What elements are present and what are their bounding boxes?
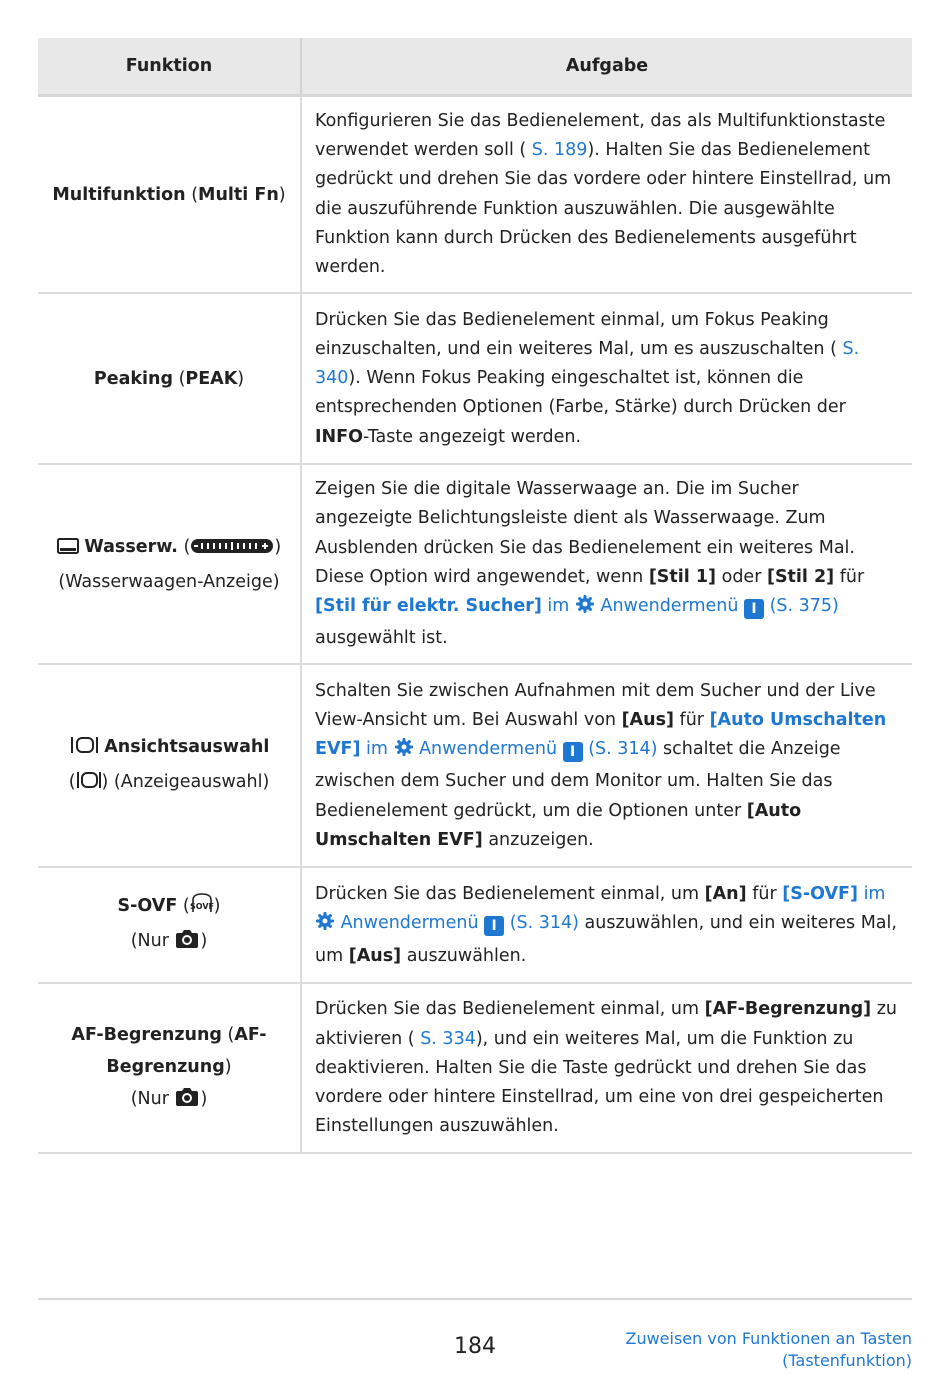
page-number: 184	[454, 1334, 496, 1359]
link-text: Anwendermenü	[413, 739, 563, 760]
table-header-row	[38, 38, 912, 96]
table-row	[38, 983, 912, 1153]
task-cell	[301, 464, 912, 664]
page-ref-text: (S. 375)	[764, 596, 839, 617]
task-text: ). Halten Sie das Bedienelement gedrückt und drehen Sie das vordere oder hintere Einstellrad, um die auszuführende Funktion auszuwählen. Die ausgewählte Funktion kann durch Drücken des Bedienelements ausgeführt werden.	[315, 140, 892, 278]
function-name: Peaking	[93, 368, 174, 389]
link-text: Anwendermenü	[594, 596, 745, 617]
menu-tab-badge: I	[563, 742, 583, 762]
function-name: Wasserw.	[84, 536, 178, 557]
option-label: [An]	[704, 884, 747, 905]
chapter-link[interactable]	[625, 1328, 912, 1372]
page-ref-link[interactable]: S. 340	[315, 338, 860, 389]
function-table	[38, 38, 912, 1154]
task-text: Konfigurieren Sie das Bedienelement, das als Multifunktionstaste verwendet werden soll (	[315, 111, 886, 161]
task-text: schaltet die Anzeige zwischen dem Sucher und dem Monitor um. Halten Sie das Bedienelement gedrückt, um die Optionen unter	[315, 739, 841, 821]
paren-text: (	[221, 1024, 235, 1045]
menu-path-link[interactable]	[315, 596, 839, 616]
task-text: anzuzeigen.	[482, 829, 594, 850]
sovf-icon	[190, 892, 214, 925]
function-subtitle: ) (Anzeigeauswahl)	[101, 771, 270, 792]
task-text: ). Wenn Fokus Peaking eingeschaltet ist, können die entsprechenden Optionen (Farbe, Stärke) durch Drücken der	[315, 368, 846, 418]
paren-text: )	[213, 896, 221, 917]
table-row	[38, 664, 912, 867]
task-text: für	[834, 566, 865, 587]
link-text: Anwendermenü	[335, 913, 485, 934]
task-text: oder	[716, 566, 767, 587]
function-cell	[38, 464, 301, 664]
task-text: ausgewählt ist.	[315, 628, 448, 649]
function-name: Ansichtsauswahl	[104, 736, 270, 757]
task-cell	[301, 293, 912, 464]
gear-icon	[394, 737, 414, 767]
paren-text: )	[200, 931, 208, 952]
paren-text: )	[224, 1056, 232, 1077]
task-text: für	[746, 884, 783, 905]
function-short: Multi Fn	[198, 184, 279, 205]
function-cell	[38, 96, 301, 294]
table-row	[38, 96, 912, 294]
task-cell	[301, 664, 912, 867]
task-text: zu aktivieren (	[315, 999, 898, 1049]
link-text: im	[360, 739, 394, 760]
link-text: im	[541, 596, 575, 617]
task-text: -Taste angezeigt werden.	[363, 426, 582, 447]
page-ref-link[interactable]: S. 189	[526, 140, 588, 161]
info-button-label: INFO	[315, 426, 363, 447]
table-row	[38, 293, 912, 464]
task-text: Schalten Sie zwischen Aufnahmen mit dem Sucher und der Live View-Ansicht um. Bei Auswahl von	[315, 680, 876, 731]
column-header-funktion: Funktion	[38, 38, 301, 96]
lv-switch-small-icon	[76, 769, 102, 801]
menu-tab-badge: I	[744, 599, 764, 619]
camera-icon	[174, 928, 200, 960]
menu-item-label: [S-OVF]	[782, 884, 858, 905]
function-short: AF-Begrenzung	[106, 1024, 267, 1077]
task-text: auszuwählen.	[401, 945, 527, 966]
option-label: [Stil 1]	[648, 566, 717, 587]
level-gauge-icon	[190, 534, 274, 566]
function-cell	[38, 293, 301, 464]
chapter-subtitle: (Tastenfunktion)	[782, 1351, 912, 1370]
level-display-icon	[57, 534, 79, 566]
gear-icon	[575, 594, 595, 624]
gear-icon	[315, 911, 335, 941]
lv-switch-icon	[69, 734, 99, 766]
task-text: für	[673, 710, 710, 731]
task-cell	[301, 96, 912, 294]
only-mode-text: (Nur	[130, 1088, 175, 1109]
option-label: [Auto Umschalten EVF]	[315, 800, 802, 850]
task-text: auszuwählen, und ein weiteres Mal, um	[315, 913, 897, 966]
function-subtitle: (Wasserwaagen-Anzeige)	[58, 571, 280, 592]
paren-text: (	[185, 184, 199, 205]
function-name: S-OVF	[117, 896, 178, 917]
option-label: [Aus]	[348, 945, 402, 966]
table-row	[38, 867, 912, 983]
page-ref-text: (S. 314)	[504, 913, 579, 934]
task-text: Zeigen Sie die digitale Wasserwaage an. Die im Sucher angezeigte Belichtungsleiste dient als Wasserwaage. Zum Ausblenden drücken Sie das Bedienelement ein weiteres Mal. Diese Option wird angewendet, wenn	[315, 479, 855, 587]
option-label: [Stil 2]	[766, 566, 835, 587]
task-text: Drücken Sie das Bedienelement einmal, um	[315, 884, 705, 905]
function-name: Multifunktion	[52, 184, 186, 205]
page-ref-text: (S. 314)	[582, 739, 658, 760]
page-ref-link[interactable]: S. 334	[414, 1028, 476, 1049]
chapter-title: Zuweisen von Funktionen an Tasten	[625, 1329, 912, 1348]
svg-text:SOVF: SOVF	[189, 902, 214, 912]
function-cell	[38, 867, 301, 983]
option-label: [AF-Begrenzung]	[704, 999, 872, 1020]
footer-divider	[38, 1298, 912, 1300]
paren-text: (	[177, 536, 191, 557]
function-name: AF-Begrenzung	[71, 1024, 222, 1045]
paren-text: (	[177, 896, 190, 917]
paren-text: (	[173, 368, 186, 389]
menu-tab-badge: I	[484, 916, 504, 936]
function-cell	[38, 983, 301, 1153]
option-label: [Aus]	[621, 710, 674, 731]
task-text: Drücken Sie das Bedienelement einmal, um	[315, 999, 705, 1020]
function-cell	[38, 664, 301, 867]
camera-icon	[174, 1086, 200, 1118]
only-mode-text: (Nur	[130, 931, 175, 952]
task-text: Drücken Sie das Bedienelement einmal, um Fokus Peaking einzuschalten, und ein weiteres Mal, um es auszuschalten (	[315, 309, 837, 359]
task-cell	[301, 867, 912, 983]
paren-text: )	[200, 1088, 208, 1109]
paren-text: )	[278, 184, 286, 205]
menu-item-label: [Stil für elektr. Sucher]	[315, 596, 542, 617]
task-cell	[301, 983, 912, 1153]
paren-text: )	[274, 536, 282, 557]
link-text: im	[858, 884, 886, 905]
function-short: PEAK	[185, 368, 238, 389]
menu-item-label: [Auto Umschalten EVF]	[315, 710, 887, 760]
column-header-aufgabe: Aufgabe	[301, 38, 912, 96]
paren-text: (	[68, 771, 76, 792]
table-row	[38, 464, 912, 664]
task-text: ), und ein weiteres Mal, um die Funktion zu deaktivieren. Halten Sie die Taste gedrückt und drehen Sie das vordere oder hintere Einstellrad, um eine von drei gespeicherten Einstellungen auszuwählen.	[315, 1028, 884, 1137]
paren-text: )	[237, 368, 245, 389]
